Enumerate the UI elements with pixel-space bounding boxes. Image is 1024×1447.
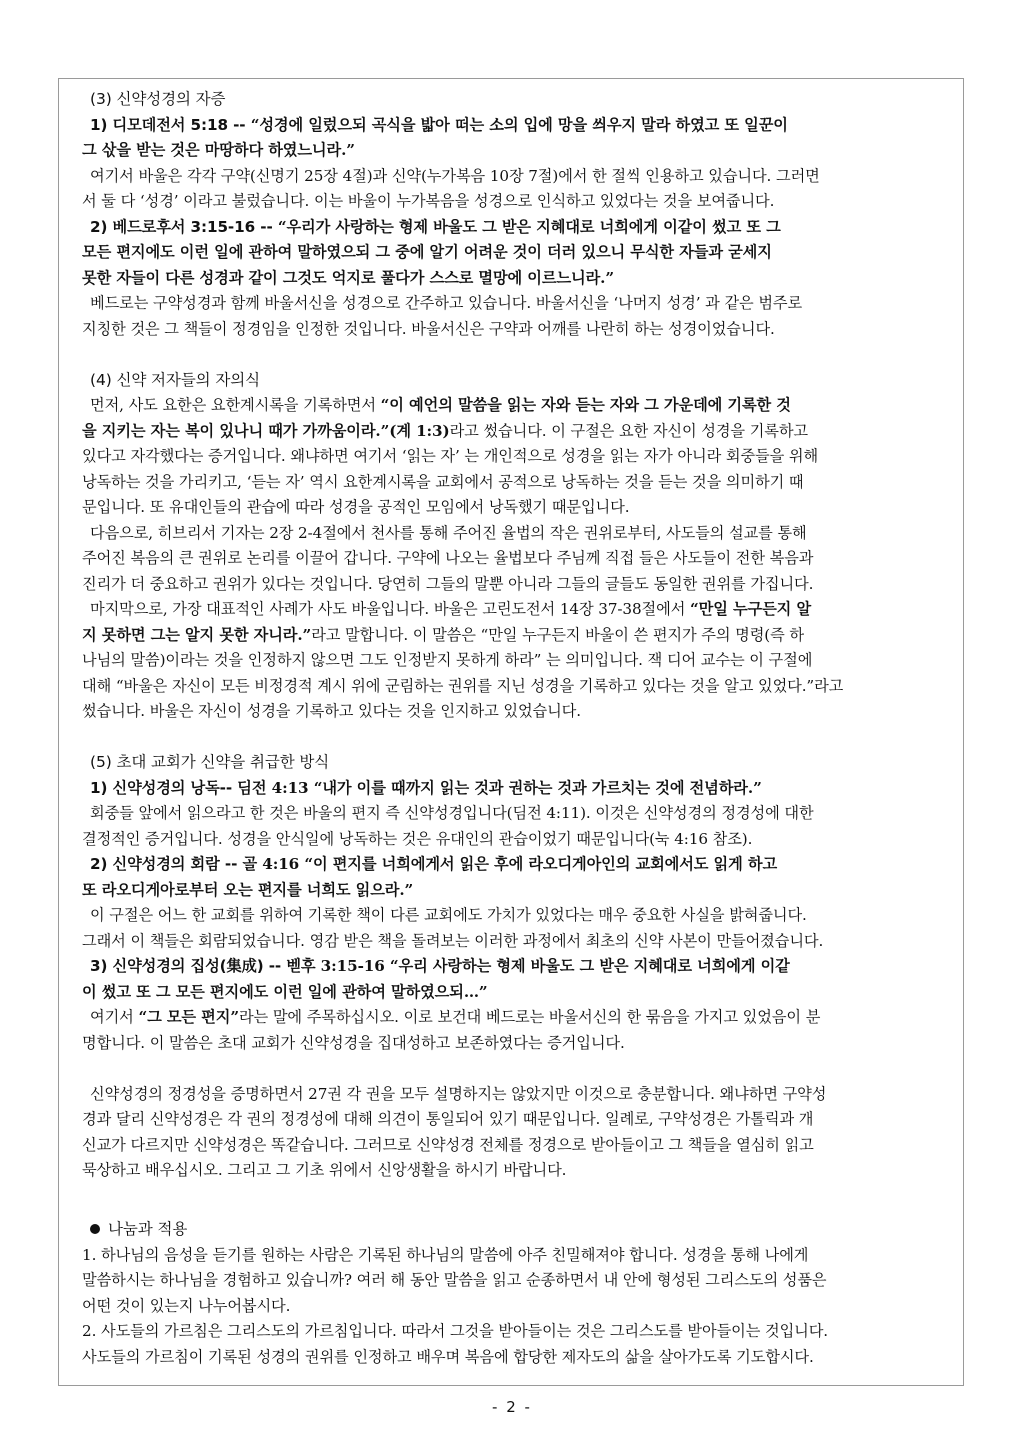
scripture-quote: 지 못하면 그는 알지 못한 자니라.” [82,625,312,644]
section-heading: (5) 초대 교회가 신약을 취급한 방식 [90,753,330,771]
scripture-quote: “이 예언의 말씀을 읽는 자와 듣는 자와 그 가운데에 기록한 것 [380,396,791,414]
body-text: 주어진 복음의 큰 권위로 논리를 이끌어 갑니다. 구약에 나오는 율법보다 주님께 직접 들은 사도들이 전한 복음과 [82,549,814,567]
body-text: 낭독하는 것을 가리키고, ‘듣는 자’ 역시 요한계시록을 교회에서 공적으로 낭독하는 것을 듣는 것을 의미하기 때 [82,472,804,491]
section-heading: (3) 신약성경의 자증 [90,90,226,108]
body-text: 지칭한 것은 그 책들이 정경임을 인정한 것입니다. 바울서신은 구약과 어깨를 나란히 하는 성경이었습니다. [82,319,775,338]
body-text: 나님의 말씀)이라는 것을 인정하지 않으면 그도 인정받지 못하게 하라” 는 의미입니다. 잭 디어 교수는 이 구절에 [82,651,813,669]
document-body [82,87,960,1370]
conclusion-text: 신교가 다르지만 신약성경은 똑같습니다. 그러므로 신약성경 전체를 정경으로 받아들이고 그 책들을 열심히 읽고 [82,1135,814,1154]
body-text: 지 못하면 그는 알지 못한 자니라.”라고 말합니다. 이 말씀은 “만일 누구든지 바울이 쓴 편지가 주의 명령(즉 하 [82,625,804,644]
body-text: 다음으로, 히브리서 기자는 2장 2-4절에서 천사를 통해 주어진 율법의 작은 권위로부터, 사도들의 설교를 통해 [90,523,807,542]
item-line: 2) 신약성경의 회람 -- 골 4:16 “이 편지를 너희에게서 읽은 후에 라오디게아인의 교회에서도 읽게 하고 [90,855,778,873]
sharing-text: 1. 하나님의 음성을 듣기를 원하는 사람은 기록된 하나님의 말씀에 아주 친밀해져야 합니다. 성경을 통해 나에게 [82,1245,809,1264]
scripture-quote: 딤전 4:13 “내가 이를 때까지 읽는 것과 권하는 것과 가르치는 것에 전념하라.” [237,778,762,797]
body-text: 문입니다. 또 유대인들의 관습에 따라 성경을 공적인 모임에서 낭독했기 때문입니다. [82,498,630,516]
sharing-text: 어떤 것이 있는지 나누어봅시다. [82,1296,291,1315]
bullet-icon [90,1224,100,1234]
body-text: 명합니다. 이 말씀은 초대 교회가 신약성경을 집대성하고 보존하였다는 증거입니다. [82,1033,625,1052]
sharing-text: 2. 사도들의 가르침은 그리스도의 가르침입니다. 따라서 그것을 받아들이는 것은 그리스도를 받아들이는 것입니다. [82,1322,829,1340]
scripture-quote: 이 썼고 또 그 모든 편지에도 이런 일에 관하여 말하였으되…” [82,982,488,1001]
body-text: 을 지키는 자는 복이 있나니 때가 가까움이라.”(계 1:3)라고 썼습니다. 이 구절은 요한 자신이 성경을 기록하고 [82,421,808,440]
scripture-quote: 골 4:16 “이 편지를 너희에게서 읽은 후에 라오디게아인의 교회에서도 읽게 하고 [242,855,778,873]
body-text: 이 구절은 어느 한 교회를 위하여 기록한 책이 다른 교회에도 가치가 있었다는 매우 중요한 사실을 밝혀줍니다. [90,906,807,924]
scripture-quote: 모든 편지에도 이런 일에 관하여 말하였으되 그 중에 알기 어려운 것이 더러 있으니 무식한 자들과 굳세지 [82,243,772,261]
body-text: 베드로는 구약성경과 함께 바울서신을 성경으로 간주하고 있습니다. 바울서신을 ‘나머지 성경’ 과 같은 범주로 [90,294,803,312]
item-line: 2) 베드로후서 3:15-16 -- “우리가 사랑하는 형제 바울도 그 받은 지혜대로 너희에게 이같이 썼고 또 그 [90,217,781,236]
scripture-quote: 을 지키는 자는 복이 있나니 때가 가까움이라.”(계 1:3) [82,421,450,440]
body-text: 진리가 더 중요하고 권위가 있다는 것입니다. 당연히 그들의 말뿐 아니라 그들의 글들도 동일한 권위를 가집니다. [82,574,814,593]
conclusion-text: 신약성경의 정경성을 증명하면서 27권 각 권을 모두 설명하지는 않았지만 이것으로 충분합니다. 왜냐하면 구약성 [90,1084,827,1103]
conclusion-text: 경과 달리 신약성경은 각 권의 정경성에 대해 의견이 통일되어 있기 때문입니다. 일례로, 구약성경은 가톨릭과 개 [82,1110,814,1128]
item-line: 1) 신약성경의 낭독-- 딤전 4:13 “내가 이를 때까지 읽는 것과 권하는 것과 가르치는 것에 전념하라.” [90,778,762,797]
body-text: 먼저, 사도 요한은 요한계시록을 기록하면서 “이 예언의 말씀을 읽는 자와 듣는 자와 그 가운데에 기록한 것 [90,396,791,414]
item-line: 3) 신약성경의 집성(集成) -- 벧후 3:15-16 “우리 사랑하는 형제 바울도 그 받은 지혜대로 너희에게 이같 [90,957,790,975]
body-text: 그래서 이 책들은 회람되었습니다. 영감 받은 책을 돌려보는 이러한 과정에서 최초의 신약 사본이 만들어졌습니다. [82,931,824,950]
sharing-text: 사도들의 가르침이 기록된 성경의 권위를 인정하고 배우며 복음에 합당한 제자도의 삶을 살아가도록 기도합시다. [82,1347,814,1366]
sharing-text: 말씀하시는 하나님을 경험하고 있습니까? 여러 해 동안 말씀을 읽고 순종하면서 내 안에 형성된 그리스도의 성품은 [82,1271,827,1289]
body-text: 마지막으로, 가장 대표적인 사례가 사도 바울입니다. 바울은 고린도전서 14장 37-38절에서 “만일 누구든지 알 [90,600,812,618]
body-text: 대해 “바울은 자신이 모든 비정경적 계시 위에 군림하는 권위를 지닌 성경을 기록하고 있다는 것을 알고 있었다.”라고 [82,676,844,695]
body-text: 여기서 “그 모든 편지”라는 말에 주목하십시오. 이로 보건대 베드로는 바울서신의 한 묶음을 가지고 있었음이 분 [90,1008,821,1026]
scripture-quote: “우리가 사랑하는 형제 바울도 그 받은 지혜대로 너희에게 이같이 썼고 또 그 [277,217,781,236]
scripture-quote: 그 삯을 받는 것은 마땅하다 하였느니라.” [82,141,355,159]
section-heading: (4) 신약 저자들의 자의식 [90,370,260,389]
body-text: 여기서 바울은 각각 구약(신명기 25장 4절)과 신약(누가복음 10장 7절)에서 한 절씩 인용하고 있습니다. 그러면 [90,166,820,185]
scripture-quote: “성경에 일렀으되 곡식을 밟아 떠는 소의 입에 망을 씌우지 말라 하였고 또 일꾼이 [250,115,788,134]
sharing-heading: 나눔과 적용 [82,1217,960,1243]
scripture-quote: “만일 누구든지 알 [690,600,812,618]
scripture-quote: 벧후 3:15-16 “우리 사랑하는 형제 바울도 그 받은 지혜대로 너희에게 이같 [286,957,790,975]
scripture-quote: 못한 자들이 다른 성경과 같이 그것도 억지로 풀다가 스스로 멸망에 이르느니라.” [82,268,614,287]
body-text: 결정적인 증거입니다. 성경을 안식일에 낭독하는 것은 유대인의 관습이었기 때문입니다(눅 4:16 참조). [82,829,753,848]
page-number: - 2 - [492,1398,532,1416]
body-text: 있다고 자각했다는 증거입니다. 왜냐하면 여기서 ‘읽는 자’ 는 개인적으로 성경을 읽는 자가 아니라 회중들을 위해 [82,447,819,465]
body-text: 썼습니다. 바울은 자신이 성경을 기록하고 있다는 것을 인지하고 있었습니다. [82,702,581,720]
body-text: 서 둘 다 ‘성경’ 이라고 불렀습니다. 이는 바울이 누가복음을 성경으로 인식하고 있었다는 것을 보여줍니다. [82,192,775,210]
scripture-quote: 또 라오디게아로부터 오는 편지를 너희도 읽으라.” [82,880,414,899]
conclusion-text: 묵상하고 배우십시오. 그리고 그 기초 위에서 신앙생활을 하시기 바랍니다. [82,1161,567,1179]
body-text: 회중들 앞에서 읽으라고 한 것은 바울의 편지 즉 신약성경입니다(딤전 4:11). 이것은 신약성경의 정경성에 대한 [90,804,814,822]
item-line: 1) 디모데전서 5:18 -- “성경에 일렀으되 곡식을 밟아 떠는 소의 입에 망을 씌우지 말라 하였고 또 일꾼이 [90,115,788,134]
